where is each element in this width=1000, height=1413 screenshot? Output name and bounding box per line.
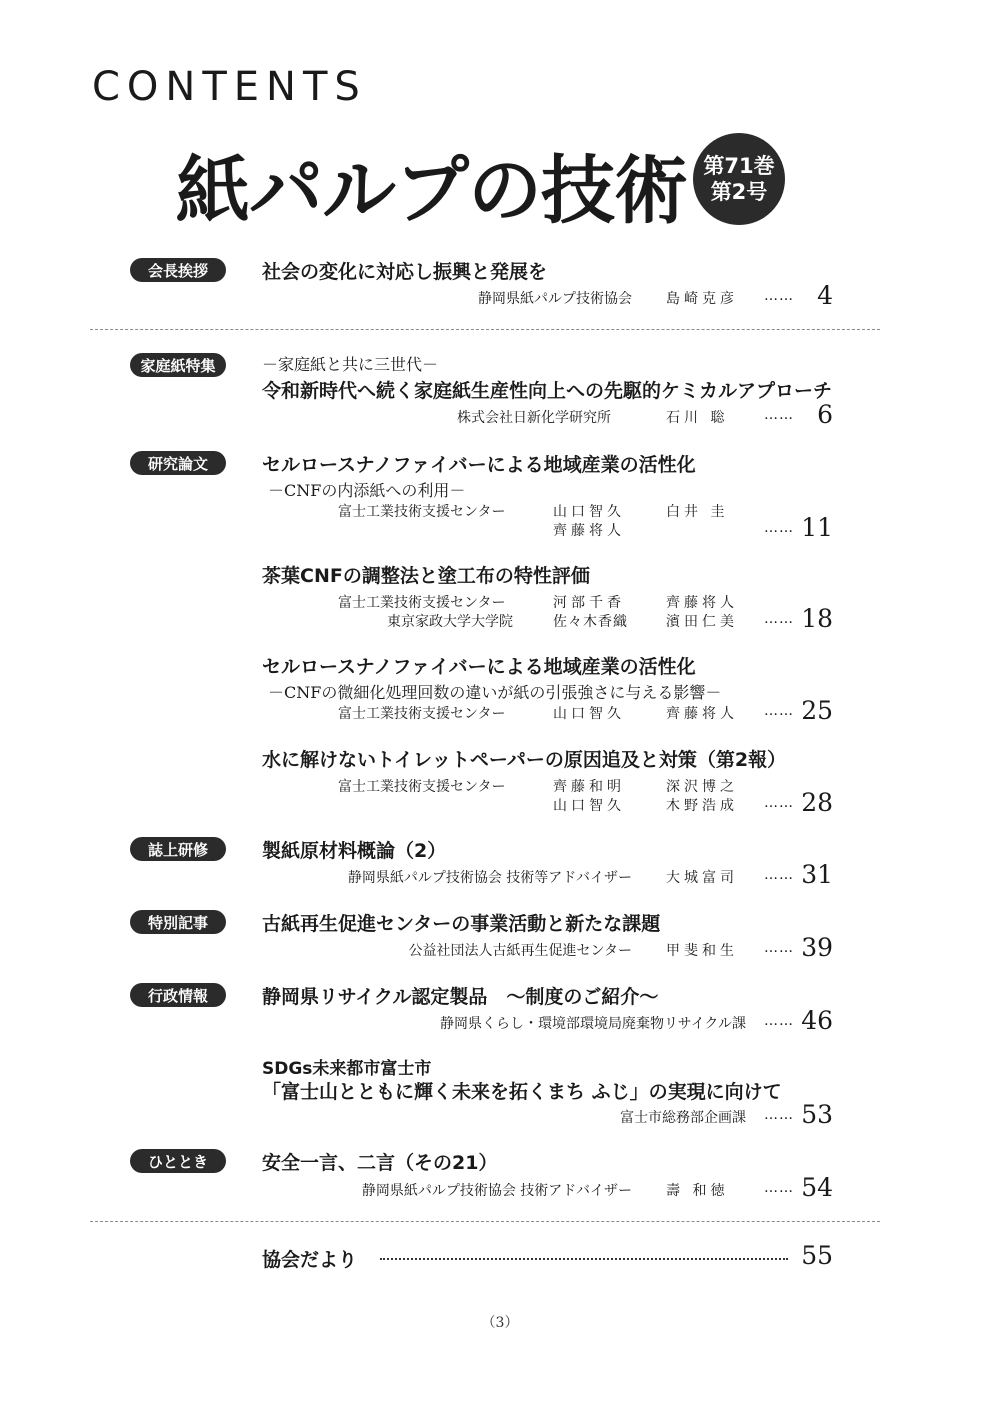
leader-dots: …… [764,1180,794,1196]
entry-author: 佐々木香織 [553,614,628,630]
page-number[interactable]: 46 [801,1006,833,1035]
section-divider [90,329,880,330]
entry-title-line-1[interactable]: SDGs未来都市富士市 [262,1059,432,1079]
category-badge-moment: ひととき [130,1149,226,1173]
entry-subtitle: －CNFの内添紙への利用－ [268,481,466,500]
entry-author: 島崎克彦 [666,291,738,307]
footer-page-number: （3） [481,1315,519,1331]
category-badge-special-article: 特別記事 [130,910,226,934]
leader-dots: …… [764,940,794,956]
entry-title[interactable]: 古紙再生促進センターの事業活動と新たな課題 [262,913,661,935]
entry-author: 山口智久 [553,706,625,722]
leader-dots: …… [764,1013,794,1029]
page-number[interactable]: 11 [801,513,833,542]
category-badge-administration: 行政情報 [130,983,226,1007]
entry-author: 齊藤将人 [553,523,625,539]
entry-author: 齊藤将人 [666,595,738,611]
page-number[interactable]: 4 [817,281,833,310]
category-badge-household-paper: 家庭紙特集 [130,353,226,377]
entry-title[interactable]: 協会だより [262,1249,358,1271]
volume-number: 第71巻 [703,154,775,178]
entry-organization: 富士工業技術支援センター [338,595,506,611]
entry-author: 河部千香 [553,595,625,611]
entry-organization: 富士工業技術支援センター [338,779,506,795]
entry-subtitle: －CNFの微細化処理回数の違いが紙の引張強さに与える影響－ [268,683,722,702]
page-number[interactable]: 28 [801,788,833,817]
entry-title[interactable]: 水に解けないトイレットペーパーの原因追及と対策（第2報） [262,749,787,771]
entry-author: 白井 圭 [666,504,729,520]
entry-title-line-2[interactable]: 「富士山とともに輝く未来を拓くまち ふじ」の実現に向けて [262,1081,782,1103]
leader-dots: …… [764,611,794,627]
section-divider [90,1221,880,1222]
entry-organization: 静岡県紙パルプ技術協会 [478,291,632,307]
page-number[interactable]: 18 [801,604,833,633]
entry-organization: 富士市総務部企画課 [620,1110,746,1126]
entry-author: 甲斐和生 [666,943,738,959]
entry-organization: 静岡県紙パルプ技術協会 技術アドバイザー [361,1183,632,1199]
entry-title[interactable]: 茶葉CNFの調整法と塗工布の特性評価 [262,565,590,587]
entry-title[interactable]: 令和新時代へ続く家庭紙生産性向上への先駆的ケミカルアプローチ [262,380,833,402]
leader-dots: …… [764,520,794,536]
page-number[interactable]: 25 [801,696,833,725]
entry-author: 石川 聡 [666,410,729,426]
journal-title: 紙パルプの技術 [176,148,687,234]
entry-author: 濱田仁美 [666,614,738,630]
page-number[interactable]: 55 [801,1241,833,1270]
entry-subtitle: －家庭紙と共に三世代－ [262,355,439,374]
entry-title[interactable]: 社会の変化に対応し振興と発展を [262,261,548,283]
entry-title[interactable]: 製紙原材料概論（2） [262,840,447,862]
entry-author: 木野浩成 [666,798,738,814]
leader-dots: …… [764,288,794,304]
leader-dots: …… [764,867,794,883]
volume-issue-badge [693,133,785,225]
entry-author: 山口智久 [553,504,625,520]
entry-author: 齊藤和明 [553,779,625,795]
page-number[interactable]: 39 [801,933,833,962]
entry-organization: 東京家政大学大学院 [387,614,513,630]
leader-dots: …… [764,407,794,423]
issue-number: 第2号 [710,180,768,204]
entry-author: 大城富司 [666,870,738,886]
entry-title[interactable]: セルロースナノファイバーによる地域産業の活性化 [262,656,696,678]
category-badge-greeting: 会長挨拶 [130,258,226,282]
category-badge-training: 誌上研修 [130,837,226,861]
entry-organization: 富士工業技術支援センター [338,706,506,722]
entry-organization: 静岡県紙パルプ技術協会 技術等アドバイザー [347,870,632,886]
entry-title[interactable]: セルロースナノファイバーによる地域産業の活性化 [262,454,696,476]
entry-organization: 公益社団法人古紙再生促進センター [408,943,632,959]
entry-organization: 静岡県くらし・環境部環境局廃棄物リサイクル課 [439,1016,746,1032]
entry-title[interactable]: 静岡県リサイクル認定製品 ～制度のご紹介～ [262,986,659,1008]
entry-author: 壽 和徳 [666,1183,729,1199]
category-badge-research-paper: 研究論文 [130,451,226,475]
entry-organization: 株式会社日新化学研究所 [457,410,611,426]
leader-dots: …… [764,795,794,811]
page-number[interactable]: 53 [801,1100,833,1129]
entry-title[interactable]: 安全一言、二言（その21） [262,1152,498,1174]
page-number[interactable]: 6 [817,400,833,429]
entry-author: 山口智久 [553,798,625,814]
page-number[interactable]: 54 [801,1173,833,1202]
dot-leader-line [380,1258,788,1260]
entry-organization: 富士工業技術支援センター [338,504,506,520]
entry-author: 齊藤将人 [666,706,738,722]
page-number[interactable]: 31 [801,860,833,889]
leader-dots: …… [764,703,794,719]
entry-author: 深沢博之 [666,779,738,795]
leader-dots: …… [764,1107,794,1123]
contents-label: CONTENTS [92,64,367,110]
